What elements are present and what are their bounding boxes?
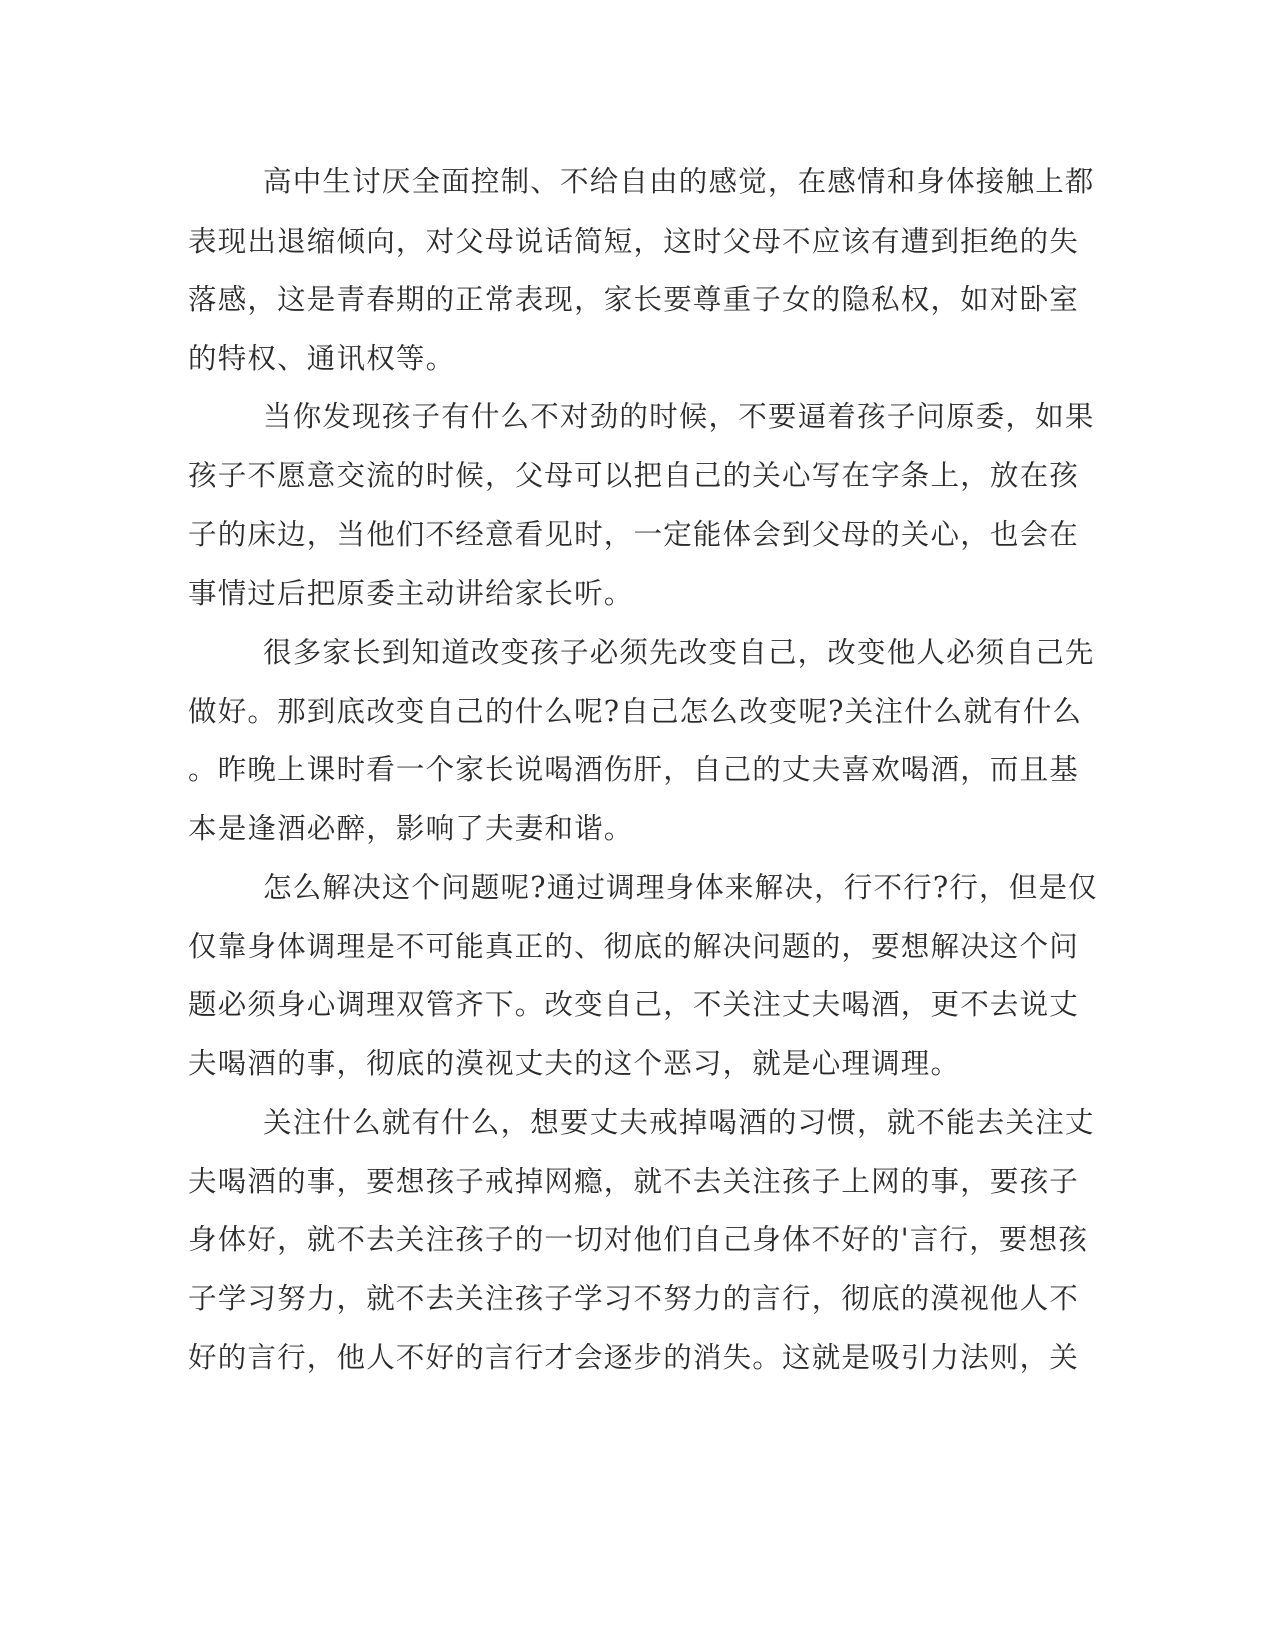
text-line: 孩子不愿意交流的时候，父母可以把自己的关心写在字条上，放在孩: [188, 459, 1080, 492]
text-line: 好的言行，他人不好的言行才会逐步的消失。这就是吸引力法则，关: [188, 1341, 1080, 1374]
text-line: 子的床边，当他们不经意看见时，一定能体会到父母的关心，也会在: [188, 518, 1080, 551]
text-line: 的特权、通讯权等。: [188, 342, 456, 375]
text-line: 关注什么就有什么，想要丈夫戒掉喝酒的习惯，就不能去关注丈: [263, 1106, 1095, 1139]
text-line: 当你发现孩子有什么不对劲的时候，不要逼着孩子问原委，如果: [263, 400, 1095, 433]
text-line: 事情过后把原委主动讲给家长听。: [188, 577, 634, 610]
text-line: 做好。那到底改变自己的什么呢?自己怎么改变呢?关注什么就有什么: [188, 695, 1083, 728]
text-line: 身体好，就不去关注孩子的一切对他们自己身体不好的'言行，要想孩: [188, 1223, 1089, 1256]
text-line: 子学习努力，就不去关注孩子学习不努力的言行，彻底的漠视他人不: [188, 1282, 1080, 1315]
text-line: 怎么解决这个问题呢?通过调理身体来解决，行不行?行，但是仅: [263, 871, 1098, 904]
text-line: 。昨晚上课时看一个家长说喝酒伤肝，自己的丈夫喜欢喝酒，而且基: [188, 753, 1080, 786]
text-line: 表现出退缩倾向，对父母说话简短，这时父母不应该有遭到拒绝的失: [188, 225, 1080, 258]
text-line: 题必须身心调理双管齐下。改变自己，不关注丈夫喝酒，更不去说丈: [188, 988, 1080, 1021]
text-line: 夫喝酒的事，要想孩子戒掉网瘾，就不去关注孩子上网的事，要孩子: [188, 1165, 1080, 1198]
text-line: 夫喝酒的事，彻底的漠视丈夫的这个恶习，就是心理调理。: [188, 1047, 961, 1080]
text-line: 本是逢酒必醉，影响了夫妻和谐。: [188, 812, 634, 845]
text-line: 仅靠身体调理是不可能真正的、彻底的解决问题的，要想解决这个问: [188, 930, 1080, 963]
text-line: 高中生讨厌全面控制、不给自由的感觉，在感情和身体接触上都: [263, 165, 1095, 198]
text-line: 很多家长到知道改变孩子必须先改变自己，改变他人必须自己先: [263, 636, 1095, 669]
text-line: 落感，这是青春期的正常表现，家长要尊重子女的隐私权，如对卧室: [188, 283, 1080, 316]
